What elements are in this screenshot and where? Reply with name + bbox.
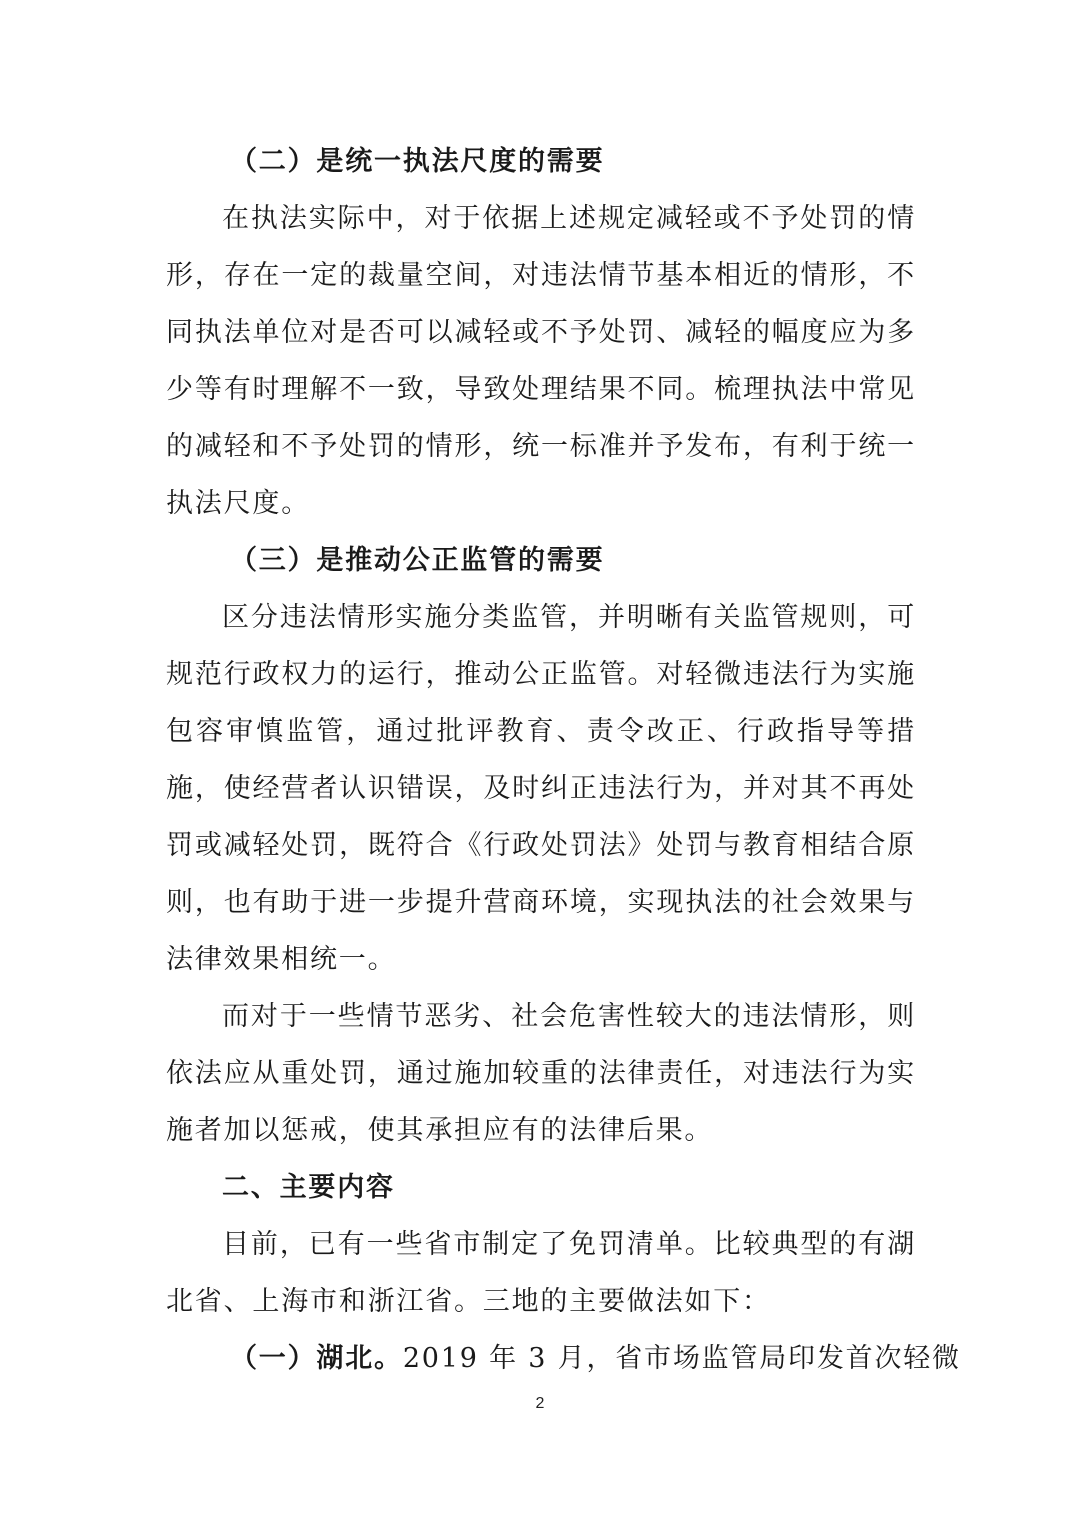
paragraph-fair-supervision: 区分违法情形实施分类监管，并明晰有关监管规则，可规范行政权力的运行，推动公正监管。对轻微违法行为实施包容审慎监管，通过批评教育、责令改正、行政指导等措施，使经营者认识错误，及时纠正违法行为，并对其不再处罚或减轻处罚，既符合《行政处罚法》处罚与教育相结合原则，也有助于进一步提升营商环境，实现执法的社会效果与法律效果相统一。 [166,602,916,975]
paragraph-unified-enforcement: 在执法实际中，对于依据上述规定减轻或不予处罚的情形，存在一定的裁量空间，对违法情节基本相近的情形，不同执法单位对是否可以减轻或不予处罚、减轻的幅度应为多少等有时理解不一致，导致处理结果不同。梳理执法中常见的减轻和不予处罚的情形，统一标准并予发布，有利于统一执法尺度。 [166,203,916,519]
hubei-text: 2019 年 3 月，省市场监管局印发首次轻微 [402,1343,961,1374]
hubei-heading: （一）湖北。 [230,1343,403,1374]
paragraph-hubei [166,1330,961,1387]
paragraph-heavier-penalty: 而对于一些情节恶劣、社会危害性较大的违法情形，则依法应从重处罚，通过施加较重的法律责任，对违法行为实施者加以惩戒，使其承担应有的法律后果。 [166,1001,916,1146]
section-heading-main-content: 二、主要内容 [222,1172,395,1203]
subsection-heading-2: （二）是统一执法尺度的需要 [230,146,605,177]
subsection-heading-3: （三）是推动公正监管的需要 [230,545,605,576]
document-body [166,133,961,1387]
paragraph-current-status: 目前，已有一些省市制定了免罚清单。比较典型的有湖北省、上海市和浙江省。三地的主要做法如下： [166,1229,916,1317]
page-number: 2 [535,1395,545,1412]
